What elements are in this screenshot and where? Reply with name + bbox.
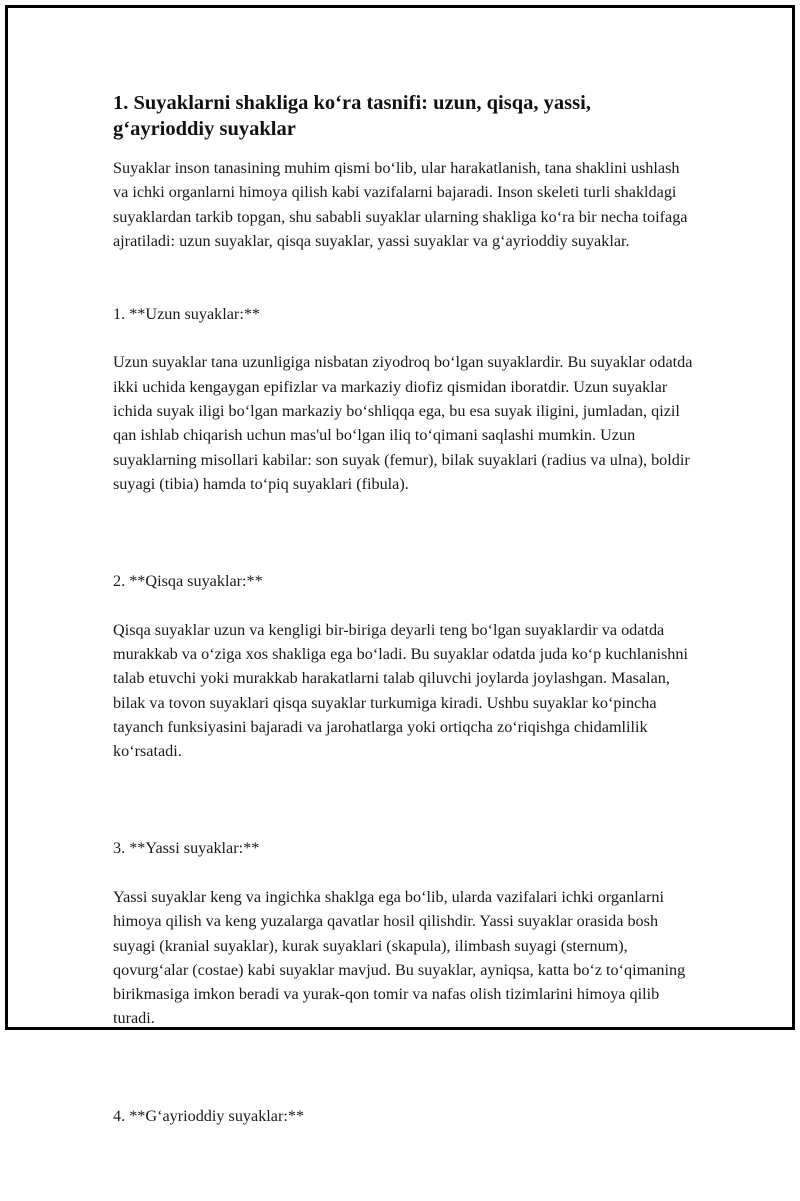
section-heading: 3. **Yassi suyaklar:** [113,839,260,858]
section-long-bones [113,277,693,520]
section-irregular-bones [113,1079,693,1176]
intro-paragraph: Suyaklar inson tanasining muhim qismi bo‘lib, ular harakatlanish, tana shaklini ushlash va ichki organlarni himoya qilish kabi vazifalarni bajaradi. Inson skeleti turli shakldagi suyaklardan tarkib topgan, shu sababli suyaklar ularning shakliga ko‘ra bir necha toifaga ajratiladi: uzun suyaklar, qisqa suyaklar, yassi suyaklar va g‘ayrioddiy suyaklar. [113,159,688,250]
section-short-bones [113,545,693,788]
section-body: Yassi suyaklar keng va ingichka shaklga ega bo‘lib, ularda vazifalari ichki organlarni himoya qilish va keng yuzalarga qavatlar hosil qilishdir. Yassi suyaklar orasida bosh suyagi (kranial suyaklar), kurak suyaklari (skapula), ilimbash suyagi (sternum), qovurg‘alar (costae) kabi suyaklar mavjud. Bu suyaklar, ayniqsa, katta bo‘z to‘qimaning birikmasiga imkon beradi va yurak-qon tomir va nafas olish tizimlarini himoya qilib turadi. [113,887,686,1028]
section-heading: 2. **Qisqa suyaklar:** [113,572,263,591]
document-title: 1. Suyaklarni shakliga ko‘ra tasnifi: uzun, qisqa, yassi, g‘ayrioddiy suyaklar [113,92,591,140]
section-body: Qisqa suyaklar uzun va kengligi bir-biriga deyarli teng bo‘lgan suyaklardir va odatda murakkab va o‘ziga xos shakliga ega bo‘ladi. Bu suyaklar odatda juda ko‘p kuchlanishni talab etuvchi yoki murakkab harakatlarni talab qiluvchi joylarda joylashgan. Masalan, bilak va tovon suyaklari qisqa suyaklar turkumiga kiradi. Ushbu suyaklar ko‘pincha tayanch funksiyasini bajaradi va jarohatlarga yoki ortiqcha zo‘riqishga chidamlilik ko‘rsatadi. [113,620,688,761]
section-heading: 1. **Uzun suyaklar:** [113,304,261,323]
section-flat-bones [113,812,693,1055]
document-content [113,90,693,1201]
section-heading: 4. **G‘ayrioddiy suyaklar:** [113,1106,305,1125]
section-body: Uzun suyaklar tana uzunligiga nisbatan ziyodroq bo‘lgan suyaklardir. Bu suyaklar odatda ikki uchida kengaygan epifizlar va markaziy diofiz qismidan iboratdir. Uzun suyaklar ichida suyak iligi bo‘lgan markaziy bo‘shliqqa ega, bu esa suyak iligini, jumladan, qizil qan ishlab chiqarish uchun mas'ul bo‘lgan iliq to‘qimani saqlashi mumkin. Uzun suyaklarning misollari kabilar: son suyak (femur), bilak suyaklari (radius va ulna), boldir suyagi (tibia) hamda to‘piq suyaklari (fibula). [113,353,693,493]
